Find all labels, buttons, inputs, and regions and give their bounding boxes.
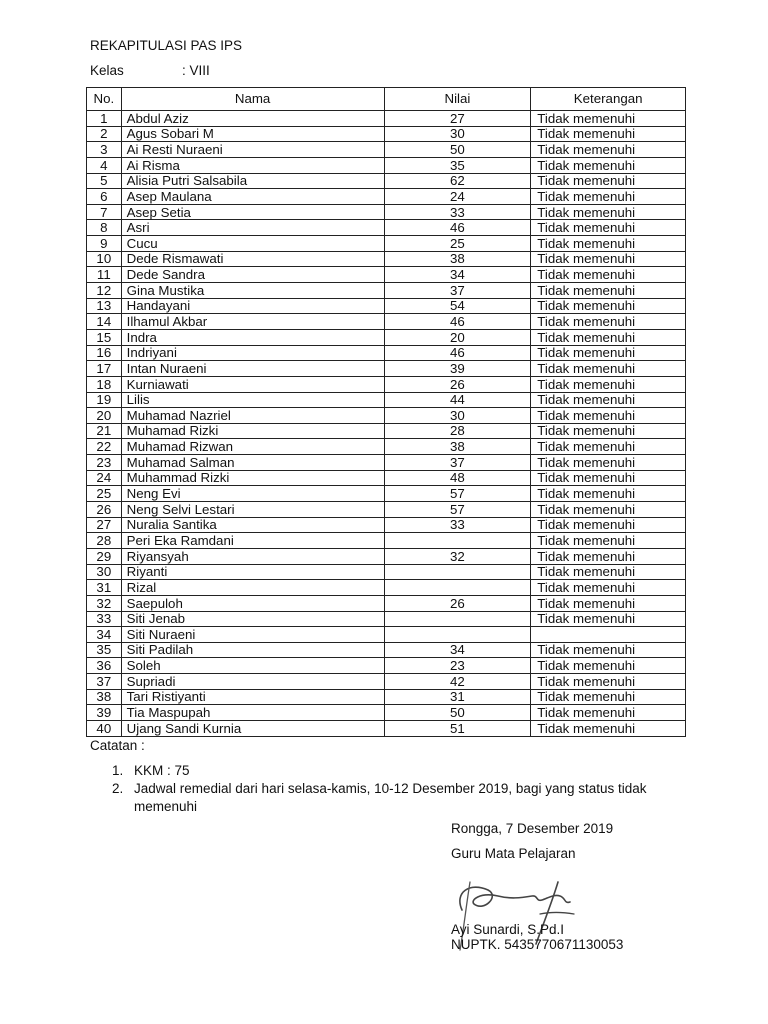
cell-nilai: 46: [384, 314, 531, 330]
column-header-nilai: Nilai: [384, 88, 531, 111]
table-row: [87, 486, 686, 502]
cell-keterangan: Tidak memenuhi: [531, 580, 686, 596]
cell-keterangan: Tidak memenuhi: [531, 251, 686, 267]
cell-keterangan: [531, 627, 686, 643]
table-row: [87, 548, 686, 564]
cell-nama: Intan Nuraeni: [121, 361, 384, 377]
note-text: KKM : 75: [134, 763, 190, 778]
cell-nilai: [384, 564, 531, 580]
table-row: [87, 251, 686, 267]
cell-keterangan: Tidak memenuhi: [531, 142, 686, 158]
cell-no: 37: [87, 674, 122, 690]
cell-no: 18: [87, 376, 122, 392]
cell-nilai: 35: [384, 157, 531, 173]
cell-no: 19: [87, 392, 122, 408]
cell-nama: Asri: [121, 220, 384, 236]
cell-nilai: 62: [384, 173, 531, 189]
cell-nilai: 25: [384, 236, 531, 252]
table-row: [87, 142, 686, 158]
cell-nama: Tari Ristiyanti: [121, 689, 384, 705]
table-row: [87, 173, 686, 189]
cell-no: 16: [87, 345, 122, 361]
cell-no: 4: [87, 157, 122, 173]
document-title: REKAPITULASI PAS IPS: [90, 38, 243, 53]
cell-nama: Neng Evi: [121, 486, 384, 502]
cell-nama: Siti Nuraeni: [121, 627, 384, 643]
column-header-nama: Nama: [121, 88, 384, 111]
cell-nama: Ai Resti Nuraeni: [121, 142, 384, 158]
table-row: [87, 642, 686, 658]
cell-nama: Muhammad Rizki: [121, 470, 384, 486]
cell-keterangan: Tidak memenuhi: [531, 189, 686, 205]
cell-nilai: 33: [384, 517, 531, 533]
cell-nama: Asep Setia: [121, 204, 384, 220]
cell-nama: Abdul Aziz: [121, 111, 384, 127]
cell-nama: Siti Jenab: [121, 611, 384, 627]
recap-table: [86, 87, 686, 737]
cell-nilai: [384, 611, 531, 627]
cell-no: 14: [87, 314, 122, 330]
cell-keterangan: Tidak memenuhi: [531, 376, 686, 392]
cell-keterangan: Tidak memenuhi: [531, 642, 686, 658]
cell-keterangan: Tidak memenuhi: [531, 564, 686, 580]
table-row: [87, 705, 686, 721]
cell-nilai: 27: [384, 111, 531, 127]
table-row: [87, 126, 686, 142]
cell-no: 36: [87, 658, 122, 674]
cell-keterangan: Tidak memenuhi: [531, 611, 686, 627]
table-row: [87, 220, 686, 236]
table-row: [87, 283, 686, 299]
table-row: [87, 564, 686, 580]
cell-nama: Muhamad Rizki: [121, 423, 384, 439]
cell-no: 27: [87, 517, 122, 533]
cell-nama: Siti Padilah: [121, 642, 384, 658]
cell-no: 34: [87, 627, 122, 643]
table-row: [87, 423, 686, 439]
table-row: [87, 267, 686, 283]
cell-no: 28: [87, 533, 122, 549]
cell-no: 30: [87, 564, 122, 580]
cell-nama: Muhamad Salman: [121, 455, 384, 471]
cell-nama: Agus Sobari M: [121, 126, 384, 142]
cell-keterangan: Tidak memenuhi: [531, 517, 686, 533]
cell-nilai: 38: [384, 251, 531, 267]
table-row: [87, 329, 686, 345]
cell-nama: Rizal: [121, 580, 384, 596]
cell-keterangan: Tidak memenuhi: [531, 345, 686, 361]
cell-keterangan: Tidak memenuhi: [531, 705, 686, 721]
cell-nama: Muhamad Rizwan: [121, 439, 384, 455]
cell-nilai: 26: [384, 376, 531, 392]
note-number: 1.: [112, 763, 124, 778]
table-row: [87, 157, 686, 173]
note-text: Jadwal remedial dari hari selasa-kamis, 10-12 Desember 2019, bagi yang status tidak memenuhi: [134, 781, 647, 814]
cell-nama: Asep Maulana: [121, 189, 384, 205]
cell-nilai: 46: [384, 345, 531, 361]
cell-keterangan: Tidak memenuhi: [531, 720, 686, 736]
cell-no: 22: [87, 439, 122, 455]
cell-no: 2: [87, 126, 122, 142]
cell-nama: Lilis: [121, 392, 384, 408]
cell-nilai: 26: [384, 595, 531, 611]
table-row: [87, 455, 686, 471]
cell-nama: Gina Mustika: [121, 283, 384, 299]
cell-no: 26: [87, 502, 122, 518]
cell-nama: Soleh: [121, 658, 384, 674]
cell-nilai: 32: [384, 548, 531, 564]
signature-nuptk: NUPTK. 5435770671130053: [451, 937, 624, 952]
cell-keterangan: Tidak memenuhi: [531, 392, 686, 408]
table-row: [87, 408, 686, 424]
cell-nama: Indra: [121, 329, 384, 345]
cell-no: 33: [87, 611, 122, 627]
cell-keterangan: Tidak memenuhi: [531, 298, 686, 314]
cell-nilai: 48: [384, 470, 531, 486]
cell-nilai: 50: [384, 705, 531, 721]
cell-nama: Muhamad Nazriel: [121, 408, 384, 424]
table-row: [87, 595, 686, 611]
cell-nilai: 54: [384, 298, 531, 314]
cell-keterangan: Tidak memenuhi: [531, 267, 686, 283]
cell-nilai: 34: [384, 642, 531, 658]
cell-nilai: 57: [384, 502, 531, 518]
notes-title: Catatan :: [90, 738, 145, 753]
cell-no: 20: [87, 408, 122, 424]
cell-keterangan: Tidak memenuhi: [531, 439, 686, 455]
cell-nilai: 23: [384, 658, 531, 674]
table-row: [87, 189, 686, 205]
cell-nama: Ujang Sandi Kurnia: [121, 720, 384, 736]
cell-no: 32: [87, 595, 122, 611]
cell-nilai: 46: [384, 220, 531, 236]
cell-nilai: 30: [384, 408, 531, 424]
cell-no: 21: [87, 423, 122, 439]
cell-no: 40: [87, 720, 122, 736]
cell-nama: Neng Selvi Lestari: [121, 502, 384, 518]
cell-keterangan: Tidak memenuhi: [531, 111, 686, 127]
cell-keterangan: Tidak memenuhi: [531, 173, 686, 189]
cell-nama: Tia Maspupah: [121, 705, 384, 721]
table-row: [87, 470, 686, 486]
cell-keterangan: Tidak memenuhi: [531, 658, 686, 674]
cell-keterangan: Tidak memenuhi: [531, 361, 686, 377]
cell-keterangan: Tidak memenuhi: [531, 595, 686, 611]
cell-no: 6: [87, 189, 122, 205]
signature-place-date: Rongga, 7 Desember 2019: [451, 821, 614, 836]
cell-no: 15: [87, 329, 122, 345]
cell-keterangan: Tidak memenuhi: [531, 502, 686, 518]
table-header-row: [87, 88, 686, 111]
cell-no: 29: [87, 548, 122, 564]
table-row: [87, 361, 686, 377]
cell-no: 17: [87, 361, 122, 377]
table-row: [87, 204, 686, 220]
cell-nilai: 37: [384, 283, 531, 299]
cell-nilai: 51: [384, 720, 531, 736]
cell-keterangan: Tidak memenuhi: [531, 470, 686, 486]
cell-nilai: [384, 533, 531, 549]
cell-nama: Dede Sandra: [121, 267, 384, 283]
table-row: [87, 314, 686, 330]
cell-no: 25: [87, 486, 122, 502]
cell-nama: Handayani: [121, 298, 384, 314]
table-row: [87, 236, 686, 252]
cell-nama: Cucu: [121, 236, 384, 252]
cell-no: 38: [87, 689, 122, 705]
cell-nama: Saepuloh: [121, 595, 384, 611]
table-row: [87, 689, 686, 705]
cell-nilai: 24: [384, 189, 531, 205]
note-number: 2.: [112, 781, 124, 796]
cell-nilai: 28: [384, 423, 531, 439]
table-row: [87, 392, 686, 408]
class-value: : VIII: [182, 63, 210, 78]
cell-nilai: 37: [384, 455, 531, 471]
cell-keterangan: Tidak memenuhi: [531, 220, 686, 236]
cell-nama: Peri Eka Ramdani: [121, 533, 384, 549]
cell-no: 39: [87, 705, 122, 721]
class-line: [90, 63, 210, 78]
table-body: [87, 111, 686, 737]
cell-nama: Alisia Putri Salsabila: [121, 173, 384, 189]
cell-nilai: 42: [384, 674, 531, 690]
table-row: [87, 627, 686, 643]
table-row: [87, 345, 686, 361]
column-header-no: No.: [87, 88, 122, 111]
table-row: [87, 439, 686, 455]
note-item: [90, 762, 690, 780]
cell-nama: Supriadi: [121, 674, 384, 690]
cell-nilai: 31: [384, 689, 531, 705]
cell-no: 5: [87, 173, 122, 189]
cell-keterangan: Tidak memenuhi: [531, 674, 686, 690]
cell-no: 13: [87, 298, 122, 314]
cell-keterangan: Tidak memenuhi: [531, 408, 686, 424]
cell-nilai: 44: [384, 392, 531, 408]
cell-nama: Nuralia Santika: [121, 517, 384, 533]
cell-nama: Riyanti: [121, 564, 384, 580]
cell-nilai: [384, 627, 531, 643]
cell-keterangan: Tidak memenuhi: [531, 236, 686, 252]
cell-no: 3: [87, 142, 122, 158]
cell-nilai: 39: [384, 361, 531, 377]
cell-keterangan: Tidak memenuhi: [531, 157, 686, 173]
table-row: [87, 658, 686, 674]
cell-nama: Kurniawati: [121, 376, 384, 392]
cell-no: 24: [87, 470, 122, 486]
cell-nilai: [384, 580, 531, 596]
signature-name: Ayi Sunardi, S.Pd.I: [451, 922, 565, 937]
cell-nama: Dede Rismawati: [121, 251, 384, 267]
column-header-keterangan: Keterangan: [531, 88, 686, 111]
cell-no: 10: [87, 251, 122, 267]
cell-nilai: 38: [384, 439, 531, 455]
cell-no: 35: [87, 642, 122, 658]
cell-keterangan: Tidak memenuhi: [531, 689, 686, 705]
cell-keterangan: Tidak memenuhi: [531, 423, 686, 439]
cell-nama: Indriyani: [121, 345, 384, 361]
note-item: [90, 780, 690, 816]
table-row: [87, 720, 686, 736]
cell-keterangan: Tidak memenuhi: [531, 548, 686, 564]
cell-nama: Ai Risma: [121, 157, 384, 173]
cell-keterangan: Tidak memenuhi: [531, 486, 686, 502]
table-row: [87, 517, 686, 533]
cell-no: 9: [87, 236, 122, 252]
cell-no: 11: [87, 267, 122, 283]
cell-nilai: 50: [384, 142, 531, 158]
cell-keterangan: Tidak memenuhi: [531, 204, 686, 220]
cell-no: 7: [87, 204, 122, 220]
cell-keterangan: Tidak memenuhi: [531, 329, 686, 345]
table-row: [87, 580, 686, 596]
cell-nama: Ilhamul Akbar: [121, 314, 384, 330]
cell-nilai: 20: [384, 329, 531, 345]
class-label: Kelas: [90, 63, 124, 78]
cell-no: 8: [87, 220, 122, 236]
cell-no: 31: [87, 580, 122, 596]
cell-nama: Riyansyah: [121, 548, 384, 564]
table-row: [87, 674, 686, 690]
cell-no: 12: [87, 283, 122, 299]
cell-nilai: 34: [384, 267, 531, 283]
cell-keterangan: Tidak memenuhi: [531, 533, 686, 549]
notes-list: [90, 762, 690, 816]
cell-nilai: 33: [384, 204, 531, 220]
cell-nilai: 57: [384, 486, 531, 502]
cell-no: 1: [87, 111, 122, 127]
cell-keterangan: Tidak memenuhi: [531, 314, 686, 330]
cell-keterangan: Tidak memenuhi: [531, 283, 686, 299]
cell-keterangan: Tidak memenuhi: [531, 126, 686, 142]
signature-role: Guru Mata Pelajaran: [451, 846, 576, 861]
table-row: [87, 502, 686, 518]
table-row: [87, 298, 686, 314]
cell-no: 23: [87, 455, 122, 471]
table-row: [87, 111, 686, 127]
table-row: [87, 611, 686, 627]
table-row: [87, 376, 686, 392]
cell-nilai: 30: [384, 126, 531, 142]
cell-keterangan: Tidak memenuhi: [531, 455, 686, 471]
table-row: [87, 533, 686, 549]
